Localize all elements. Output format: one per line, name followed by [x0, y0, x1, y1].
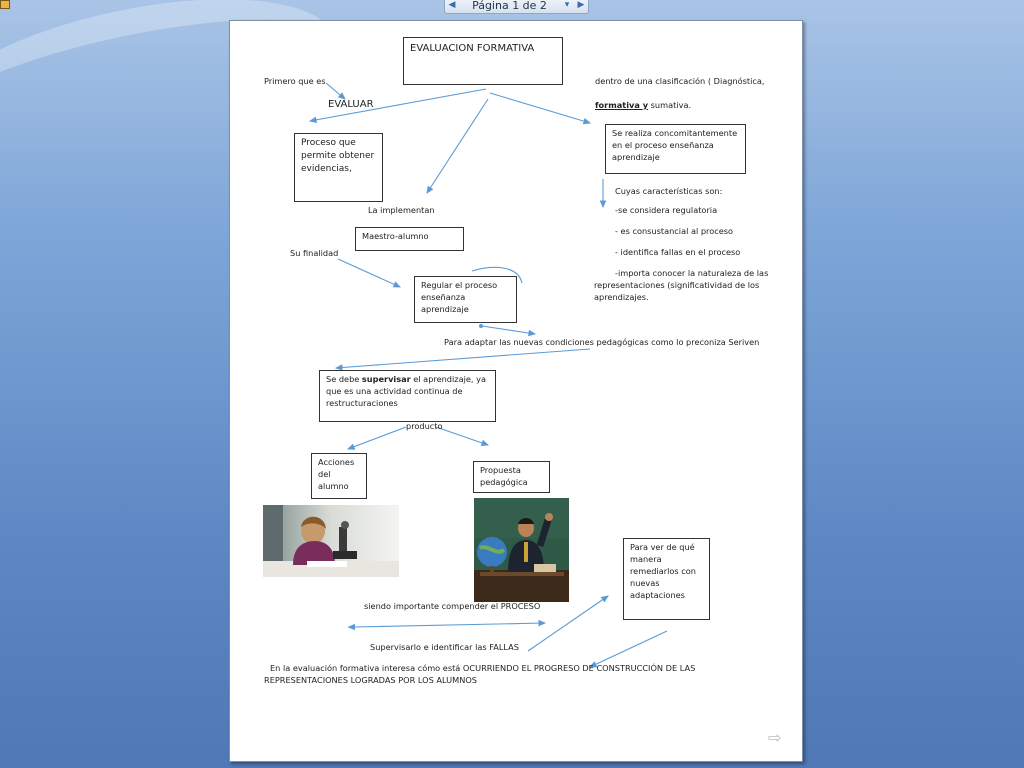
regular-box [414, 276, 517, 323]
caracteristica-item-4: -importa conocer la naturaleza de las representaciones (significatividad de los aprendizajes. [594, 268, 769, 302]
arrow-proceso-double [354, 623, 545, 627]
finalidad-label: Su finalidad [290, 248, 339, 258]
supervisar-pre: Se debe [326, 374, 362, 384]
next-page-icon[interactable]: ▶ [577, 0, 585, 10]
title-text: EVALUACION FORMATIVA [410, 43, 535, 54]
supervisar-emphasis: supervisar [361, 374, 411, 384]
regular-text: Regular el proceso enseñanza aprendizaje [421, 280, 498, 314]
arrow-producto-propuesta [436, 427, 488, 445]
caracteristica-item-1: -se considera regulatoria [615, 205, 718, 215]
propuesta-text: Propuesta pedagógica [480, 465, 528, 487]
fallas-label: Supervisarlo e identificar las FALLAS [370, 642, 519, 652]
next-page-arrow-icon[interactable]: ⇨ [768, 728, 782, 747]
sumativa-text: sumativa. [648, 100, 692, 110]
teacher-illustration [474, 498, 569, 602]
primero-label: Primero que es [264, 76, 326, 86]
caracteristica-item-3: - identifica fallas en el proceso [615, 247, 741, 257]
previous-page-icon[interactable]: ◀ [448, 0, 456, 10]
arrow-finalidad-regular [338, 259, 400, 287]
teacher-photo [474, 498, 569, 602]
implementan-label: La implementan [368, 205, 435, 215]
supervisar-post: el aprendizaje, ya que es una actividad continua de restructuraciones [326, 374, 486, 408]
arrow-primero-evaluar [326, 83, 345, 99]
arrow-remediarlos-conclusion [590, 631, 667, 667]
arrow-producto-acciones [348, 427, 406, 449]
compender-label: siendo importante compender el PROCESO [364, 601, 541, 611]
proceso-box [294, 133, 383, 202]
student-photo [263, 505, 399, 577]
student-illustration [263, 505, 399, 577]
arrow-regular-adaptar [482, 326, 535, 334]
page-navigator [444, 0, 589, 14]
arrow-title-implementan [427, 99, 488, 193]
concomitante-text: Se realiza concomitantemente en el proceso enseñanza aprendizaje [612, 128, 738, 162]
document-page [229, 20, 803, 762]
supervisar-box [319, 370, 496, 422]
formativa-emphasis: formativa y [595, 100, 649, 110]
evaluar-label: EVALUAR [328, 99, 374, 110]
adaptar-label: Para adaptar las nuevas condiciones pedagógicas como lo preconiza Seriven [444, 337, 760, 347]
maestro-alumno-text: Maestro-alumno [362, 231, 429, 241]
conclusion-text: En la evaluación formativa interesa cómo está OCURRIENDO EL PROGRESO DE CONSTRUCCIÓN DE LAS REPRESENTACIONES LOGRADAS POR LOS ALUMNOS [264, 663, 696, 685]
concomitante-box [605, 124, 746, 174]
remediarlos-box [623, 538, 710, 620]
page-dropdown-icon[interactable]: ▾ [564, 0, 570, 10]
app-icon[interactable] [0, 0, 10, 9]
propuesta-box [473, 461, 550, 493]
clasificacion-line-1: dentro de una clasificación ( Diagnóstica, [595, 76, 765, 86]
connector-dot [479, 324, 483, 328]
page-indicator: Página 1 de 2 [472, 0, 547, 12]
proceso-text: Proceso que permite obtener evidencias, [301, 138, 375, 175]
caracteristicas-title: Cuyas características son: [615, 186, 723, 196]
arrow-title-clasificacion [490, 93, 590, 123]
producto-label: producto [406, 421, 443, 431]
remediarlos-text: Para ver de qué manera remediarlos con nuevas adaptaciones [630, 542, 696, 600]
acciones-box [311, 453, 367, 499]
clasificacion-line-2 [595, 100, 691, 112]
caracteristica-item-2: - es consustancial al proceso [615, 226, 734, 236]
arrow-adaptar-supervisar [336, 349, 590, 368]
acciones-text: Acciones del alumno [318, 457, 355, 491]
maestro-alumno-box [355, 227, 464, 251]
title-box [403, 37, 563, 85]
